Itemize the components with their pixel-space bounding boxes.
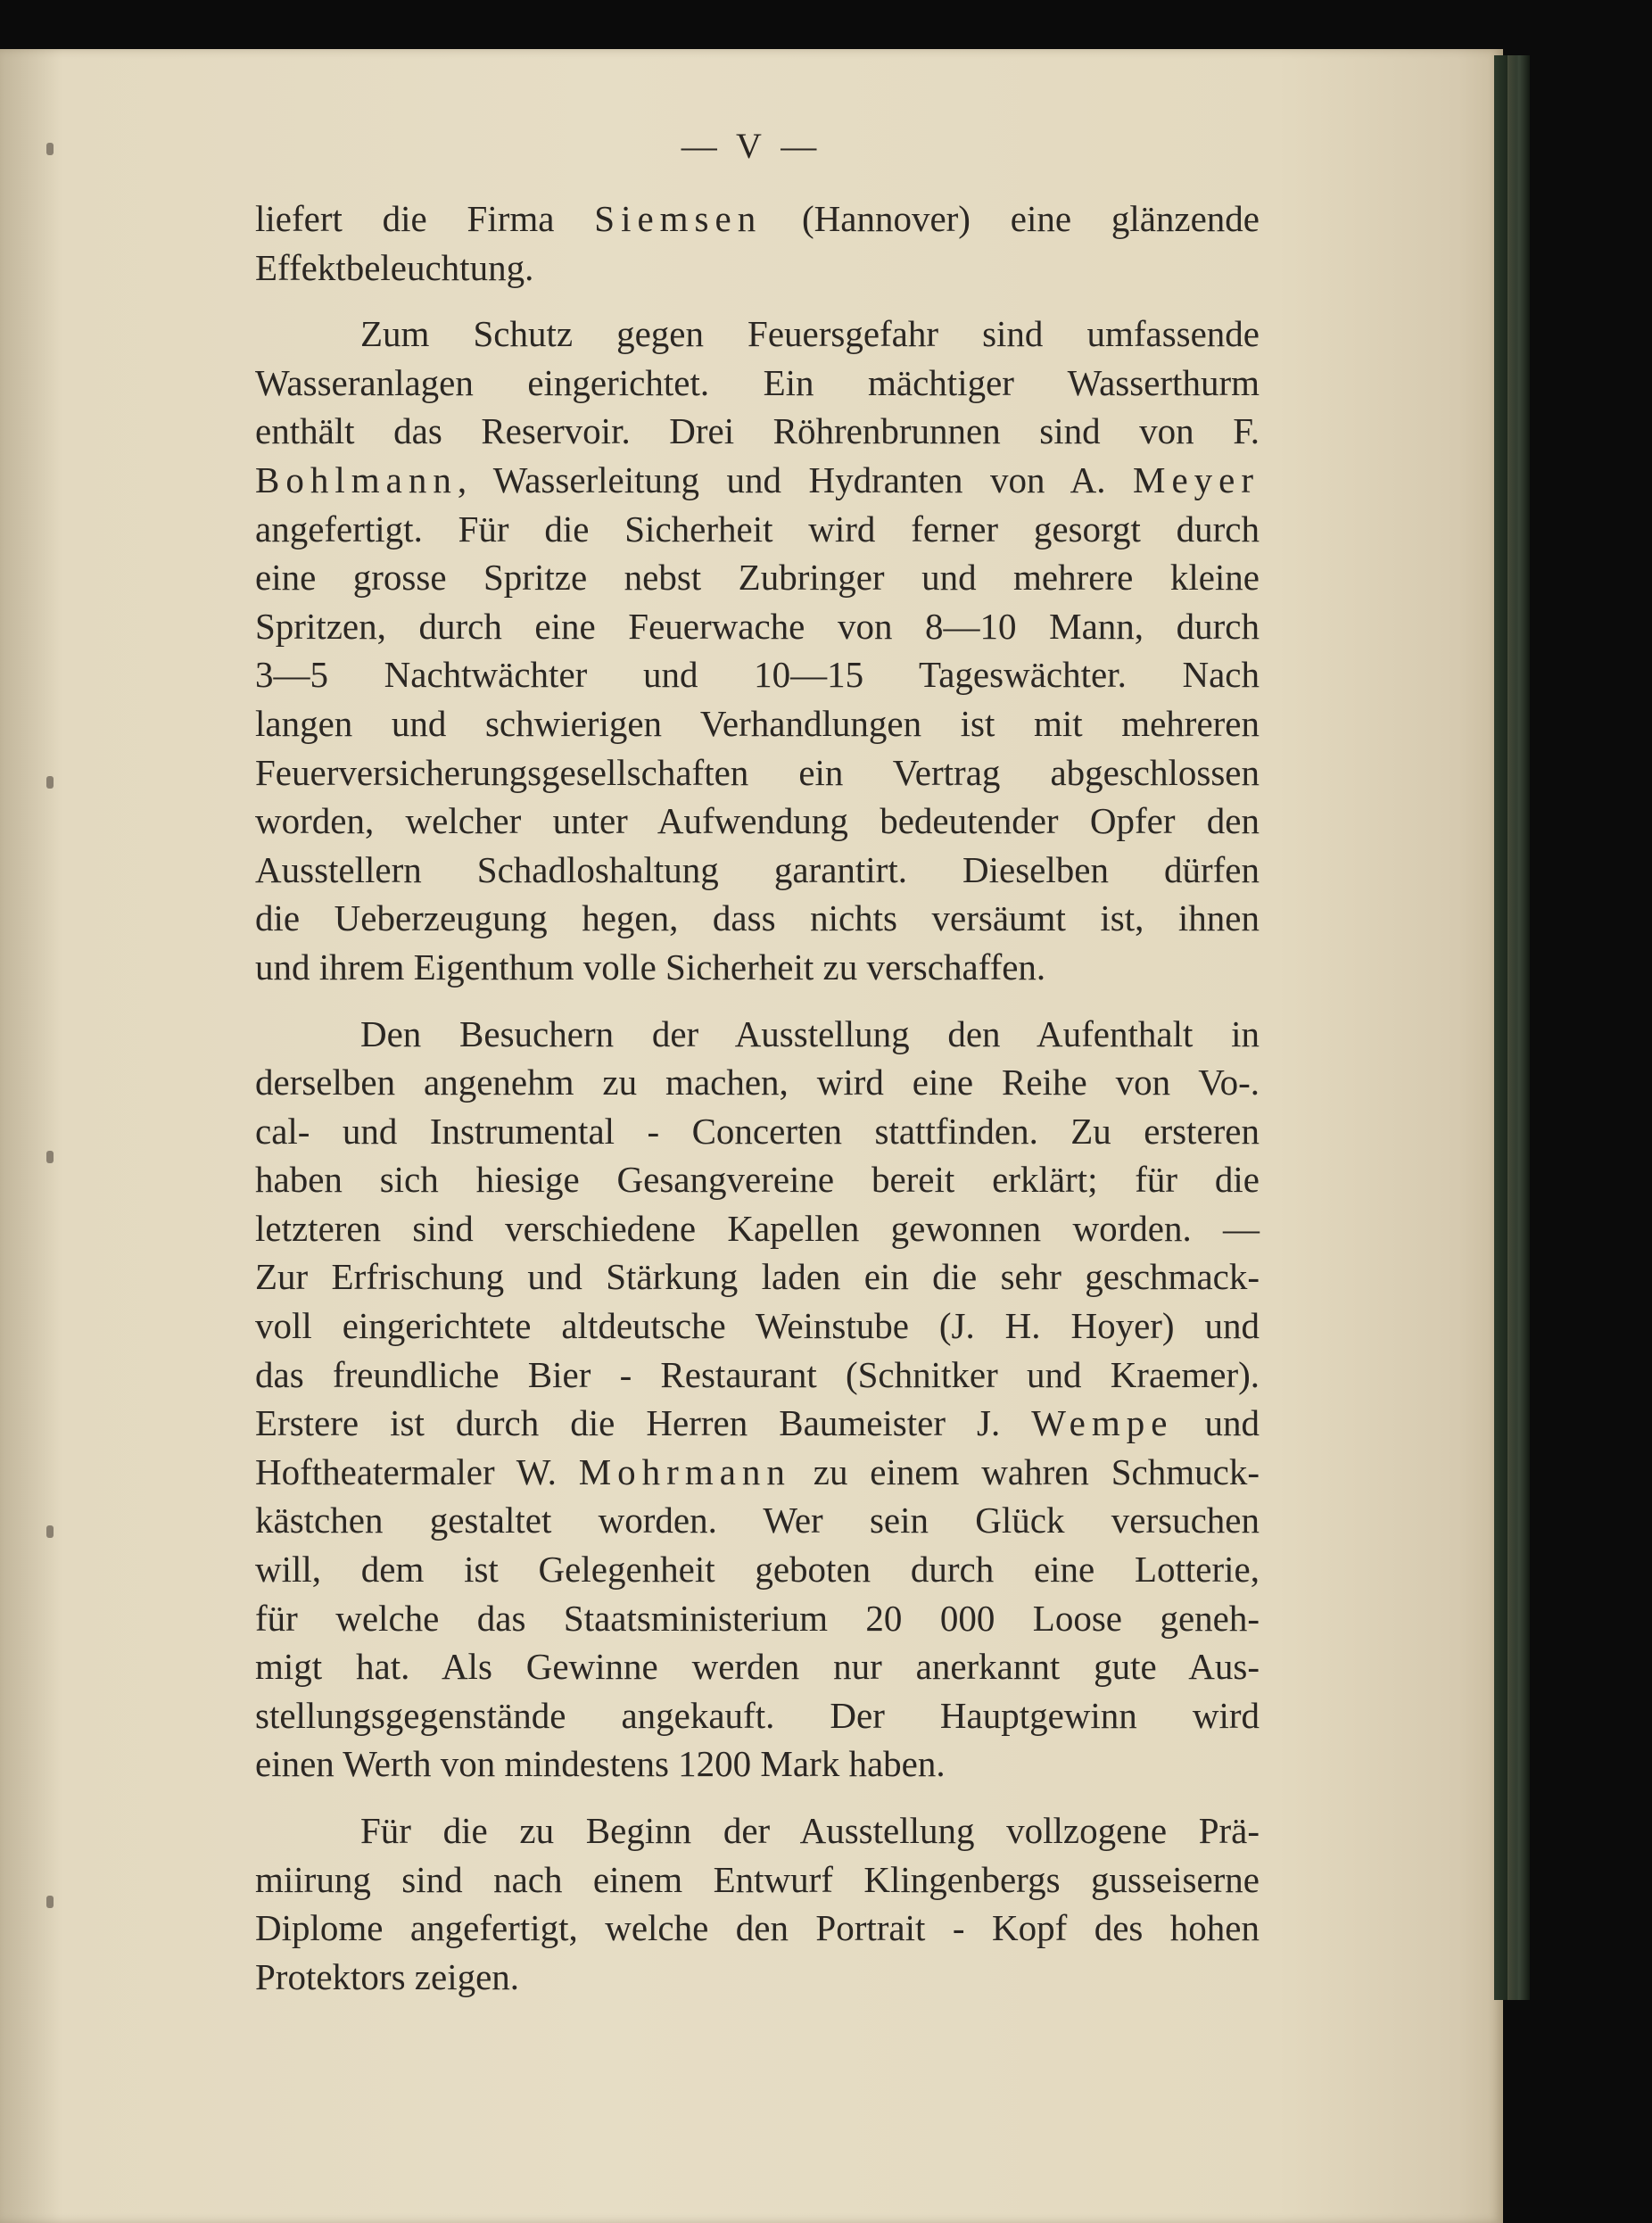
- text-line: [255, 553, 1260, 602]
- text-segment: Zur Erfrischung und Stärkung laden ein die sehr geschmack-: [255, 1256, 1260, 1298]
- text-line: [255, 1058, 1260, 1107]
- text-segment: Hoftheatermaler W.: [255, 1450, 579, 1492]
- text-line: [255, 1010, 1260, 1059]
- text-segment: enthält das Reservoir. Drei Röhrenbrunnen sind von F.: [255, 410, 1260, 452]
- text-line: [255, 1855, 1260, 1905]
- text-line: [255, 797, 1260, 846]
- text-segment: kästchen gestaltet worden. Wer sein Glück versuchen: [255, 1500, 1260, 1541]
- text-segment: letzteren sind verschiedene Kapellen gewonnen worden. —: [255, 1207, 1260, 1249]
- margin-mark: [46, 1896, 54, 1908]
- text-segment: Zum Schutz gegen Feuersgefahr sind umfassende: [360, 313, 1260, 355]
- spaced-name: Wempe: [1031, 1402, 1174, 1444]
- text-line: [255, 1496, 1260, 1545]
- text-segment: voll eingerichtete altdeutsche Weinstube (J. H. Hoyer) und: [255, 1305, 1260, 1347]
- margin-mark: [46, 1525, 54, 1538]
- text-line: [255, 1594, 1260, 1643]
- text-segment: cal- und Instrumental - Concerten stattfinden. Zu ersteren: [255, 1110, 1260, 1152]
- text-segment: stellungsgegenstände angekauft. Der Hauptgewinn wird: [255, 1694, 1260, 1736]
- text-line: [255, 1155, 1260, 1204]
- text-segment: 3—5 Nachtwächter und 10—15 Tageswächter. Nach: [255, 654, 1260, 696]
- paragraph-gap: [255, 292, 1260, 310]
- paragraph: [255, 194, 1260, 292]
- text-segment: Diplome angefertigt, welche den Portrait - Kopf des hohen: [255, 1907, 1260, 1949]
- text-line: [255, 1691, 1260, 1740]
- text-segment: Für die zu Beginn der Ausstellung vollzogene Prä-: [360, 1810, 1260, 1851]
- margin-mark: [46, 1151, 54, 1163]
- text-segment: will, dem ist Gelegenheit geboten durch eine Lotterie,: [255, 1549, 1260, 1591]
- text-line: [255, 943, 1260, 992]
- text-line: [255, 1252, 1260, 1302]
- text-line: [255, 194, 1260, 244]
- text-line: [255, 602, 1260, 651]
- text-segment: derselben angenehm zu machen, wird eine Reihe von Vo-.: [255, 1062, 1260, 1103]
- text-segment: Feuerversicherungsgesellschaften ein Vertrag abgeschlossen: [255, 751, 1260, 793]
- spaced-name: Bohlmann: [255, 459, 458, 500]
- page-number-header: — V —: [681, 126, 822, 166]
- text-segment: Erstere ist durch die Herren Baumeister J.: [255, 1402, 1032, 1444]
- text-segment: langen und schwierigen Verhandlungen ist mit mehreren: [255, 702, 1260, 744]
- text-line: [255, 1740, 1260, 1789]
- text-line: [255, 456, 1260, 505]
- text-line: [255, 1351, 1260, 1400]
- margin-mark: [46, 776, 54, 789]
- spaced-name: Mohrmann: [578, 1450, 791, 1492]
- paragraph: [255, 1010, 1260, 1789]
- text-segment: Spritzen, durch eine Feuerwache von 8—10 Mann, durch: [255, 605, 1260, 647]
- text-segment: und ihrem Eigenthum volle Sicherheit zu verschaffen.: [255, 946, 1046, 988]
- text-line: [255, 359, 1260, 408]
- paragraph-gap: [255, 1789, 1260, 1806]
- paragraph: [255, 310, 1260, 991]
- text-line: [255, 1399, 1260, 1448]
- text-line: [255, 1448, 1260, 1497]
- text-segment: die Ueberzeugung hegen, dass nichts versäumt ist, ihnen: [255, 897, 1260, 939]
- text-segment: worden, welcher unter Aufwendung bedeutender Opfer den: [255, 800, 1260, 842]
- text-line: [255, 244, 1260, 293]
- text-segment: migt hat. Als Gewinne werden nur anerkannt gute Aus-: [255, 1646, 1260, 1688]
- text-segment: Protektors zeigen.: [255, 1955, 520, 1997]
- text-segment: Ausstellern Schadloshaltung garantirt. Dieselben dürfen: [255, 848, 1260, 890]
- text-line: [255, 1204, 1260, 1253]
- binding-highlight: [1507, 55, 1516, 2000]
- text-segment: Effektbeleuchtung.: [255, 246, 534, 288]
- text-segment: Den Besuchern der Ausstellung den Aufenthalt in: [360, 1012, 1260, 1054]
- text-segment: das freundliche Bier - Restaurant (Schnitker und Kraemer).: [255, 1353, 1260, 1395]
- text-line: [255, 1806, 1260, 1855]
- text-line: [255, 1904, 1260, 1953]
- text-segment: für welche das Staatsministerium 20 000 Loose geneh-: [255, 1597, 1260, 1639]
- paragraph: [255, 1806, 1260, 2001]
- text-segment: haben sich hiesige Gesangvereine bereit erklärt; für die: [255, 1159, 1260, 1201]
- text-segment: zu einem wahren Schmuck-: [790, 1450, 1260, 1492]
- text-line: [255, 407, 1260, 456]
- text-segment: angefertigt. Für die Sicherheit wird ferner gesorgt durch: [255, 508, 1260, 550]
- text-segment: eine grosse Spritze nebst Zubringer und mehrere kleine: [255, 557, 1260, 599]
- text-segment: und: [1173, 1402, 1260, 1444]
- text-line: [255, 1545, 1260, 1594]
- body-text: [255, 194, 1260, 2001]
- spaced-name: Meyer: [1132, 459, 1260, 500]
- text-segment: , Wasserleitung und Hydranten von A.: [457, 459, 1133, 500]
- text-segment: einen Werth von mindestens 1200 Mark haben.: [255, 1743, 946, 1785]
- text-line: [255, 1953, 1260, 2002]
- text-segment: Wasseranlagen eingerichtet. Ein mächtiger Wasserthurm: [255, 361, 1260, 403]
- text-line: [255, 894, 1260, 943]
- text-line: [255, 846, 1260, 895]
- text-segment: miirung sind nach einem Entwurf Klingenbergs gusseiserne: [255, 1858, 1260, 1900]
- text-line: [255, 505, 1260, 554]
- text-line: [255, 1302, 1260, 1351]
- text-line: [255, 748, 1260, 797]
- spaced-name: Siemsen: [594, 198, 763, 239]
- text-segment: (Hannover) eine glänzende: [762, 198, 1260, 239]
- text-line: [255, 310, 1260, 359]
- text-segment: liefert die Firma: [255, 198, 595, 239]
- text-line: [255, 650, 1260, 699]
- paragraph-gap: [255, 992, 1260, 1010]
- text-line: [255, 699, 1260, 748]
- text-line: [255, 1642, 1260, 1691]
- text-line: [255, 1107, 1260, 1156]
